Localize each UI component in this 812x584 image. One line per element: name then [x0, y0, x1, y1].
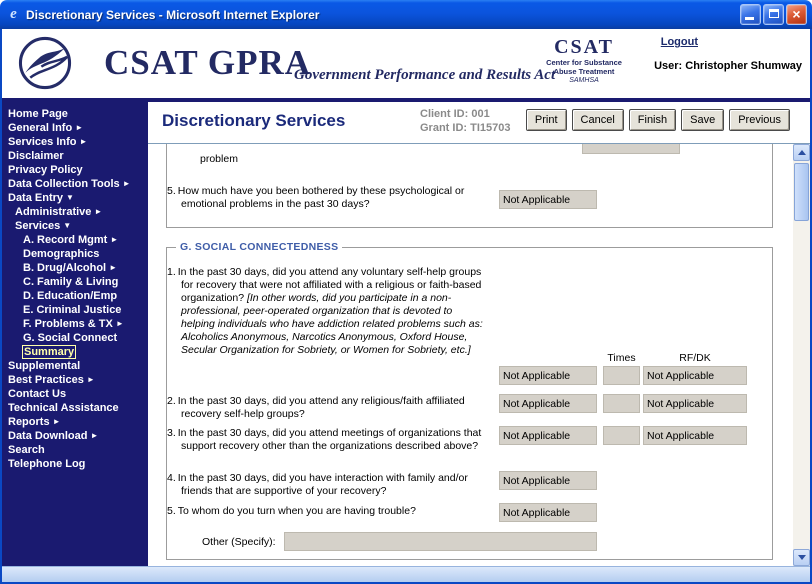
prev-question-5 [167, 185, 489, 211]
scroll-down-button[interactable] [793, 549, 810, 566]
toolbar [526, 109, 790, 131]
nav-arrow-icon: ► [115, 319, 124, 328]
question-5 [167, 505, 489, 518]
wrapped-text-tail: problem [200, 153, 238, 165]
window-status-bar [2, 566, 810, 582]
question-text: In the past 30 days, did you attend meetings of organizations that support recovery other than the organizations described above? [177, 427, 482, 452]
q3-times-input[interactable] [603, 426, 640, 445]
page-title: Discretionary Services [162, 111, 346, 130]
q2-rfdk-select[interactable]: Not Applicable [643, 394, 747, 413]
toolbar-button[interactable]: Save [681, 109, 724, 131]
sidebar-item[interactable]: Best Practices ► [8, 374, 95, 386]
sidebar-item[interactable]: Data Entry ▼ [8, 192, 74, 204]
q1-rfdk-select[interactable]: Not Applicable [643, 366, 747, 385]
csat-seal-logo [532, 37, 636, 84]
nav-arrow-icon: ► [52, 417, 61, 426]
grant-id: Grant ID: TI15703 [420, 122, 511, 134]
section-social-connectedness [166, 241, 773, 560]
sidebar-item[interactable]: F. Problems & TX ► [23, 318, 124, 330]
maximize-icon [769, 9, 779, 18]
clipped-field[interactable] [582, 144, 680, 154]
window-frame [0, 29, 812, 584]
sidebar-item[interactable]: D. Education/Emp [23, 290, 118, 302]
rfdk-column-header: RF/DK [679, 352, 711, 364]
sidebar-item[interactable]: Services ▼ [15, 220, 72, 232]
app-header [2, 29, 810, 98]
question-number: 5. [167, 185, 176, 197]
window-titlebar[interactable] [0, 0, 812, 29]
section-problems-partial [166, 144, 773, 228]
question-text: How much have you been bothered by these psychological or emotional problems in the past 30 days? [177, 185, 465, 210]
q1-response-select[interactable]: Not Applicable [499, 366, 597, 385]
sidebar-item[interactable]: C. Family & Living [23, 276, 119, 288]
question-text: In the past 30 days, did you attend any voluntary self-help groups for recovery that were not affiliated with a religious or faith-based organization? [177, 266, 482, 304]
scrollbar-thumb[interactable] [794, 163, 809, 221]
sidebar-item[interactable]: Administrative ► [15, 206, 103, 218]
page-content [148, 144, 793, 566]
sidebar-item[interactable]: Data Collection Tools ► [8, 178, 131, 190]
ie-logo-icon: e [10, 6, 17, 22]
sidebar-item[interactable]: General Info ► [8, 122, 84, 134]
current-user: User: Christopher Shumway [654, 60, 802, 72]
q4-response-select[interactable]: Not Applicable [499, 471, 597, 490]
question-number: 5. [167, 505, 176, 517]
client-id: Client ID: 001 [420, 108, 490, 120]
sidebar-item[interactable]: Telephone Log [8, 458, 86, 470]
id-panel [420, 107, 510, 135]
sidebar-nav [2, 102, 148, 566]
sidebar-item[interactable]: Supplemental [8, 360, 81, 372]
q3-response-select[interactable]: Not Applicable [499, 426, 597, 445]
times-column-header: Times [607, 352, 636, 364]
sidebar-item[interactable]: Home Page [8, 108, 68, 120]
sidebar-item[interactable]: Search [8, 444, 45, 456]
q2-times-input[interactable] [603, 394, 640, 413]
window-title: Discretionary Services - Microsoft Internet Explorer [26, 7, 320, 22]
logout-link[interactable]: Logout [660, 36, 698, 48]
nav-arrow-icon: ► [75, 123, 84, 132]
q3-rfdk-select[interactable]: Not Applicable [643, 426, 747, 445]
prev-q5-response-select[interactable]: Not Applicable [499, 190, 597, 209]
sidebar-item[interactable]: E. Criminal Justice [23, 304, 122, 316]
question-text: In the past 30 days, did you attend any religious/faith affiliated recovery self-help groups? [177, 395, 465, 420]
question-text: To whom do you turn when you are having trouble? [177, 505, 416, 517]
toolbar-button[interactable]: Finish [629, 109, 676, 131]
brand-tagline: Government Performance and Results Act [294, 67, 556, 83]
content-frame [148, 143, 810, 566]
close-button[interactable] [786, 4, 807, 25]
minimize-icon [745, 17, 754, 20]
sidebar-item[interactable]: B. Drug/Alcohol ► [23, 262, 118, 274]
nav-arrow-icon: ► [122, 179, 131, 188]
nav-arrow-icon: ► [86, 375, 95, 384]
sidebar-item[interactable]: Data Download ► [8, 430, 99, 442]
sidebar-item[interactable]: Contact Us [8, 388, 67, 400]
scroll-up-icon [798, 150, 806, 155]
close-icon: × [792, 6, 801, 22]
q5-response-select[interactable]: Not Applicable [499, 503, 597, 522]
sidebar-item[interactable]: Demographics [23, 248, 100, 260]
other-specify-label: Other (Specify): [202, 536, 276, 548]
brand-title: CSAT GPRA [104, 43, 312, 82]
sidebar-item[interactable]: Reports ► [8, 416, 61, 428]
q2-response-select[interactable]: Not Applicable [499, 394, 597, 413]
nav-arrow-icon: ► [90, 431, 99, 440]
question-number: 2. [167, 395, 176, 407]
nav-arrow-icon: ► [79, 137, 88, 146]
question-2 [167, 395, 489, 421]
sidebar-item[interactable]: Privacy Policy [8, 164, 83, 176]
toolbar-button[interactable]: Print [526, 109, 567, 131]
page-body [2, 102, 810, 566]
nav-arrow-icon: ► [110, 235, 119, 244]
other-specify-input[interactable] [284, 532, 597, 551]
nav-arrow-icon: ► [94, 207, 103, 216]
question-text: In the past 30 days, did you have interaction with family and/or friends that are supportive of your recovery? [177, 472, 468, 497]
main-area [148, 102, 810, 566]
question-note: [In other words, did you participate in a non-professional, peer-operated organization that is devoted to helping individuals who have addiction related problems such as: Alcoholics Anonymous, Narcotics Anonymous, Oxford House, Secular Organization for Sobriety, or Women for Sobriety, etc.] [181, 292, 483, 356]
nav-arrow-icon: ► [109, 263, 118, 272]
hhs-logo [18, 36, 72, 90]
question-4 [167, 472, 489, 498]
csat-seal-samhsa: SAMHSA [569, 77, 599, 84]
question-number: 1. [167, 266, 176, 278]
scroll-down-icon [798, 555, 806, 560]
sidebar-item[interactable]: Technical Assistance [8, 402, 119, 414]
question-1 [167, 266, 489, 357]
question-number: 4. [167, 472, 176, 484]
question-3 [167, 427, 489, 453]
nav-arrow-icon: ▼ [63, 221, 72, 230]
scroll-up-button[interactable] [793, 144, 810, 161]
toolbar-button[interactable]: Previous [729, 109, 790, 131]
section-g-legend: G. SOCIAL CONNECTEDNESS [176, 241, 342, 253]
scrollbar-track[interactable] [793, 161, 810, 549]
minimize-button[interactable] [740, 4, 761, 25]
question-number: 3. [167, 427, 176, 439]
vertical-scrollbar[interactable] [793, 144, 810, 566]
toolbar-button[interactable]: Cancel [572, 109, 624, 131]
sidebar-item[interactable]: Services Info ► [8, 136, 88, 148]
sidebar-item[interactable]: Disclaimer [8, 150, 64, 162]
sidebar-item[interactable]: G. Social Connect [23, 332, 118, 344]
main-header [148, 102, 810, 143]
csat-seal-line2: Abuse Treatment [553, 67, 615, 76]
maximize-button[interactable] [763, 4, 784, 25]
q1-times-input[interactable] [603, 366, 640, 385]
window-controls [740, 4, 807, 25]
csat-seal-title: CSAT [554, 36, 614, 58]
nav-arrow-icon: ▼ [66, 193, 74, 202]
csat-seal-line1: Center for Substance [546, 58, 622, 67]
sidebar-item[interactable]: A. Record Mgmt ► [23, 234, 119, 246]
sidebar-item[interactable]: Summary [24, 346, 75, 358]
